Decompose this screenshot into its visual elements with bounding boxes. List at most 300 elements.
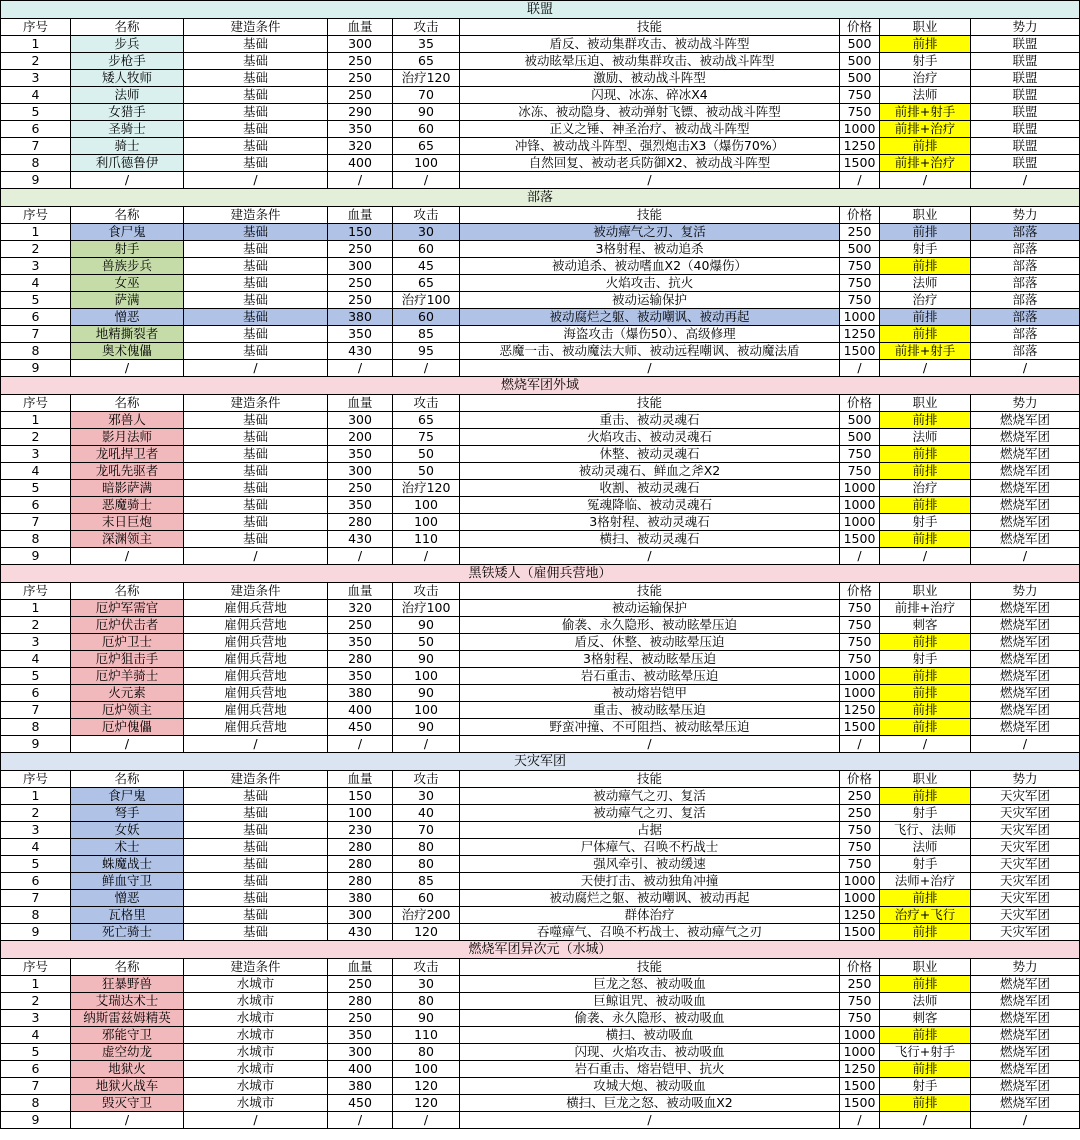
cell-price: 750 xyxy=(840,104,880,121)
cell-name: 暗影萨满 xyxy=(71,480,184,497)
cell-name: 毁灭守卫 xyxy=(71,1095,184,1112)
cell-price: 1000 xyxy=(840,668,880,685)
cell-price: / xyxy=(840,736,880,753)
cell-price: 1250 xyxy=(840,907,880,924)
cell-build-condition: 基础 xyxy=(184,873,328,890)
cell-name: 地精撕裂者 xyxy=(71,326,184,343)
cell-role: 法师 xyxy=(880,87,971,104)
cell-price: / xyxy=(840,1112,880,1129)
cell-role: 前排 xyxy=(880,668,971,685)
cell-faction: 燃烧军团 xyxy=(971,412,1080,429)
cell-index: 8 xyxy=(0,343,71,360)
cell-faction: / xyxy=(971,548,1080,565)
cell-role: 前排+射手 xyxy=(880,343,971,360)
cell-role: 前排 xyxy=(880,1061,971,1078)
cell-skills: 被动熔岩铠甲 xyxy=(460,685,840,702)
header-row xyxy=(0,19,1080,36)
cell-hp: 350 xyxy=(328,326,393,343)
cell-index: 1 xyxy=(0,224,71,241)
cell-skills: 重击、被动灵魂石 xyxy=(460,412,840,429)
header-price: 价格 xyxy=(840,959,880,976)
cell-name: 厄炉傀儡 xyxy=(71,719,184,736)
cell-name: 食尸鬼 xyxy=(71,224,184,241)
cell-hp: 200 xyxy=(328,429,393,446)
table-row xyxy=(0,104,1080,121)
cell-build-condition: 基础 xyxy=(184,292,328,309)
cell-hp: 350 xyxy=(328,121,393,138)
cell-attack: 110 xyxy=(393,1027,460,1044)
cell-index: 9 xyxy=(0,548,71,565)
header-row xyxy=(0,395,1080,412)
cell-faction: 天灾军团 xyxy=(971,856,1080,873)
cell-skills: 冤魂降临、被动灵魂石 xyxy=(460,497,840,514)
cell-faction: 燃烧军团 xyxy=(971,600,1080,617)
cell-build-condition: 基础 xyxy=(184,839,328,856)
cell-skills: 盾反、休整、被动眩晕压迫 xyxy=(460,634,840,651)
cell-hp: 430 xyxy=(328,924,393,941)
cell-index: 5 xyxy=(0,856,71,873)
cell-name: 火元素 xyxy=(71,685,184,702)
cell-hp: 280 xyxy=(328,839,393,856)
cell-price: 500 xyxy=(840,241,880,258)
cell-attack: 50 xyxy=(393,463,460,480)
cell-price: 500 xyxy=(840,36,880,53)
cell-role: 法师 xyxy=(880,275,971,292)
cell-price: 750 xyxy=(840,617,880,634)
cell-index: 3 xyxy=(0,634,71,651)
header-skills: 技能 xyxy=(460,207,840,224)
cell-role: 前排 xyxy=(880,890,971,907)
cell-index: 3 xyxy=(0,258,71,275)
header-price: 价格 xyxy=(840,583,880,600)
cell-price: 1000 xyxy=(840,514,880,531)
cell-hp: 300 xyxy=(328,258,393,275)
cell-price: 750 xyxy=(840,292,880,309)
cell-role: 前排+治疗 xyxy=(880,155,971,172)
cell-index: 6 xyxy=(0,497,71,514)
cell-build-condition: 基础 xyxy=(184,514,328,531)
cell-faction: 部落 xyxy=(971,309,1080,326)
section-title: 燃烧军团外域 xyxy=(0,377,1080,395)
header-hp: 血量 xyxy=(328,19,393,36)
cell-price: 250 xyxy=(840,788,880,805)
cell-name: 鲜血守卫 xyxy=(71,873,184,890)
cell-index: 2 xyxy=(0,617,71,634)
header-index: 序号 xyxy=(0,395,71,412)
cell-attack: 60 xyxy=(393,309,460,326)
cell-name: 影月法师 xyxy=(71,429,184,446)
cell-faction: / xyxy=(971,172,1080,189)
cell-build-condition: 基础 xyxy=(184,258,328,275)
cell-role: 飞行+射手 xyxy=(880,1044,971,1061)
cell-price: 1500 xyxy=(840,924,880,941)
cell-attack: 35 xyxy=(393,36,460,53)
cell-faction: 燃烧军团 xyxy=(971,480,1080,497)
cell-attack: 治疗100 xyxy=(393,292,460,309)
cell-name: 圣骑士 xyxy=(71,121,184,138)
table-row xyxy=(0,788,1080,805)
cell-index: 6 xyxy=(0,121,71,138)
cell-price: 500 xyxy=(840,53,880,70)
cell-role: 前排+治疗 xyxy=(880,121,971,138)
cell-hp: 290 xyxy=(328,104,393,121)
cell-attack: 30 xyxy=(393,788,460,805)
table-row xyxy=(0,121,1080,138)
cell-name: 骑士 xyxy=(71,138,184,155)
table-row xyxy=(0,429,1080,446)
cell-skills: / xyxy=(460,172,840,189)
header-hp: 血量 xyxy=(328,959,393,976)
cell-hp: 400 xyxy=(328,1061,393,1078)
cell-index: 9 xyxy=(0,360,71,377)
header-name: 名称 xyxy=(71,19,184,36)
cell-index: 2 xyxy=(0,429,71,446)
cell-hp: 250 xyxy=(328,480,393,497)
cell-skills: 冰冻、被动隐身、被动弹射飞镖、被动战斗阵型 xyxy=(460,104,840,121)
cell-role: 前排 xyxy=(880,685,971,702)
cell-attack: / xyxy=(393,172,460,189)
cell-attack: 100 xyxy=(393,497,460,514)
cell-build-condition: 基础 xyxy=(184,856,328,873)
cell-hp: 250 xyxy=(328,241,393,258)
cell-attack: 65 xyxy=(393,275,460,292)
cell-build-condition: 基础 xyxy=(184,70,328,87)
cell-skills: 被动灵魂石、鲜血之斧X2 xyxy=(460,463,840,480)
cell-role: 射手 xyxy=(880,1078,971,1095)
cell-attack: 65 xyxy=(393,138,460,155)
cell-build-condition: 基础 xyxy=(184,275,328,292)
cell-skills: 强风牵引、被动缓速 xyxy=(460,856,840,873)
cell-skills: 被动腐烂之躯、被动嘲讽、被动再起 xyxy=(460,890,840,907)
cell-hp: 250 xyxy=(328,1010,393,1027)
cell-attack: 70 xyxy=(393,822,460,839)
cell-attack: 80 xyxy=(393,1044,460,1061)
table-row xyxy=(0,514,1080,531)
cell-name: 厄炉卫士 xyxy=(71,634,184,651)
cell-skills: 闪现、火焰攻击、被动吸血 xyxy=(460,1044,840,1061)
cell-hp: / xyxy=(328,360,393,377)
cell-skills: 横扫、巨龙之怒、被动吸血X2 xyxy=(460,1095,840,1112)
cell-faction: 燃烧军团 xyxy=(971,702,1080,719)
cell-faction: 联盟 xyxy=(971,87,1080,104)
cell-price: 1250 xyxy=(840,326,880,343)
header-skills: 技能 xyxy=(460,19,840,36)
cell-name: 邪兽人 xyxy=(71,412,184,429)
header-faction: 势力 xyxy=(971,395,1080,412)
cell-faction: 联盟 xyxy=(971,121,1080,138)
cell-hp: 280 xyxy=(328,651,393,668)
cell-hp: 250 xyxy=(328,53,393,70)
cell-role: 治疗 xyxy=(880,480,971,497)
cell-name: 末日巨炮 xyxy=(71,514,184,531)
cell-build-condition: 雇佣兵营地 xyxy=(184,685,328,702)
cell-build-condition: 基础 xyxy=(184,309,328,326)
table-row xyxy=(0,480,1080,497)
header-skills: 技能 xyxy=(460,395,840,412)
cell-build-condition: 基础 xyxy=(184,138,328,155)
cell-index: 2 xyxy=(0,241,71,258)
cell-build-condition: 基础 xyxy=(184,121,328,138)
cell-index: 9 xyxy=(0,1112,71,1129)
cell-index: 6 xyxy=(0,685,71,702)
cell-skills: 被动腐烂之躯、被动嘲讽、被动再起 xyxy=(460,309,840,326)
header-attack: 攻击 xyxy=(393,395,460,412)
cell-price: 1500 xyxy=(840,719,880,736)
header-faction: 势力 xyxy=(971,583,1080,600)
cell-attack: 80 xyxy=(393,856,460,873)
cell-price: 750 xyxy=(840,446,880,463)
cell-build-condition: 雇佣兵营地 xyxy=(184,702,328,719)
cell-hp: 450 xyxy=(328,719,393,736)
cell-attack: 90 xyxy=(393,651,460,668)
cell-hp: 230 xyxy=(328,822,393,839)
table-row xyxy=(0,1112,1080,1129)
cell-faction: 天灾军团 xyxy=(971,890,1080,907)
header-role: 职业 xyxy=(880,771,971,788)
cell-index: 9 xyxy=(0,172,71,189)
cell-price: 750 xyxy=(840,856,880,873)
cell-attack: 30 xyxy=(393,224,460,241)
cell-attack: 85 xyxy=(393,873,460,890)
cell-role: 前排 xyxy=(880,976,971,993)
cell-skills: 横扫、被动灵魂石 xyxy=(460,531,840,548)
cell-role: 治疗+飞行 xyxy=(880,907,971,924)
cell-hp: / xyxy=(328,736,393,753)
header-role: 职业 xyxy=(880,959,971,976)
cell-hp: 280 xyxy=(328,856,393,873)
cell-build-condition: 基础 xyxy=(184,446,328,463)
table-row xyxy=(0,856,1080,873)
cell-hp: 350 xyxy=(328,497,393,514)
header-skills: 技能 xyxy=(460,771,840,788)
cell-hp: 280 xyxy=(328,873,393,890)
table-row xyxy=(0,36,1080,53)
cell-skills: 占据 xyxy=(460,822,840,839)
cell-faction: 燃烧军团 xyxy=(971,651,1080,668)
header-row xyxy=(0,959,1080,976)
cell-attack: 80 xyxy=(393,839,460,856)
cell-name: 女妖 xyxy=(71,822,184,839)
cell-faction: 燃烧军团 xyxy=(971,617,1080,634)
cell-faction: / xyxy=(971,360,1080,377)
cell-name: 萨满 xyxy=(71,292,184,309)
cell-build-condition: 雇佣兵营地 xyxy=(184,634,328,651)
cell-faction: 燃烧军团 xyxy=(971,446,1080,463)
header-row xyxy=(0,583,1080,600)
cell-faction: 部落 xyxy=(971,292,1080,309)
cell-build-condition: / xyxy=(184,548,328,565)
cell-build-condition: / xyxy=(184,1112,328,1129)
cell-hp: / xyxy=(328,548,393,565)
header-name: 名称 xyxy=(71,771,184,788)
cell-role: 前排 xyxy=(880,702,971,719)
header-build-condition: 建造条件 xyxy=(184,19,328,36)
cell-index: 4 xyxy=(0,87,71,104)
cell-name: 法师 xyxy=(71,87,184,104)
cell-build-condition: 基础 xyxy=(184,224,328,241)
cell-attack: 70 xyxy=(393,87,460,104)
cell-skills: 正义之锤、神圣治疗、被动战斗阵型 xyxy=(460,121,840,138)
cell-index: 1 xyxy=(0,36,71,53)
cell-index: 7 xyxy=(0,1078,71,1095)
cell-hp: 450 xyxy=(328,1095,393,1112)
cell-name: 死亡骑士 xyxy=(71,924,184,941)
header-name: 名称 xyxy=(71,583,184,600)
cell-index: 6 xyxy=(0,309,71,326)
cell-skills: 自然回复、被动老兵防御X2、被动战斗阵型 xyxy=(460,155,840,172)
table-row xyxy=(0,805,1080,822)
table-row xyxy=(0,668,1080,685)
cell-faction: 天灾军团 xyxy=(971,924,1080,941)
cell-price: 1250 xyxy=(840,702,880,719)
header-name: 名称 xyxy=(71,395,184,412)
cell-name: 瓦格里 xyxy=(71,907,184,924)
cell-price: 750 xyxy=(840,822,880,839)
table-row xyxy=(0,600,1080,617)
cell-price: 250 xyxy=(840,224,880,241)
cell-role: 前排 xyxy=(880,719,971,736)
cell-index: 5 xyxy=(0,480,71,497)
header-skills: 技能 xyxy=(460,583,840,600)
cell-build-condition: 基础 xyxy=(184,429,328,446)
cell-role: / xyxy=(880,1112,971,1129)
table-row xyxy=(0,736,1080,753)
table-row xyxy=(0,360,1080,377)
cell-index: 5 xyxy=(0,104,71,121)
header-hp: 血量 xyxy=(328,207,393,224)
header-hp: 血量 xyxy=(328,583,393,600)
cell-index: 5 xyxy=(0,668,71,685)
cell-role: / xyxy=(880,360,971,377)
cell-attack: 75 xyxy=(393,429,460,446)
cell-attack: / xyxy=(393,360,460,377)
cell-role: 射手 xyxy=(880,53,971,70)
cell-price: 1250 xyxy=(840,138,880,155)
cell-name: / xyxy=(71,1112,184,1129)
cell-name: 深渊领主 xyxy=(71,531,184,548)
cell-attack: 85 xyxy=(393,326,460,343)
cell-skills: 3格射程、被动追杀 xyxy=(460,241,840,258)
cell-index: 4 xyxy=(0,839,71,856)
cell-role: 前排 xyxy=(880,634,971,651)
cell-skills: 火焰攻击、被动灵魂石 xyxy=(460,429,840,446)
cell-role: 前排 xyxy=(880,36,971,53)
cell-index: 1 xyxy=(0,976,71,993)
header-name: 名称 xyxy=(71,959,184,976)
cell-build-condition: 水城市 xyxy=(184,976,328,993)
cell-build-condition: 基础 xyxy=(184,343,328,360)
cell-price: 1000 xyxy=(840,1044,880,1061)
cell-skills: 尸体瘴气、召唤不朽战士 xyxy=(460,839,840,856)
cell-price: 1500 xyxy=(840,343,880,360)
header-index: 序号 xyxy=(0,583,71,600)
cell-name: 食尸鬼 xyxy=(71,788,184,805)
cell-index: 8 xyxy=(0,1095,71,1112)
cell-price: 750 xyxy=(840,258,880,275)
cell-role: 射手 xyxy=(880,651,971,668)
header-price: 价格 xyxy=(840,771,880,788)
cell-faction: 燃烧军团 xyxy=(971,497,1080,514)
cell-faction: 燃烧军团 xyxy=(971,668,1080,685)
cell-faction: 联盟 xyxy=(971,53,1080,70)
cell-price: 1500 xyxy=(840,1095,880,1112)
table-row xyxy=(0,976,1080,993)
cell-attack: 65 xyxy=(393,412,460,429)
cell-attack: 30 xyxy=(393,976,460,993)
cell-name: 地狱火 xyxy=(71,1061,184,1078)
cell-faction: 燃烧军团 xyxy=(971,429,1080,446)
cell-role: / xyxy=(880,172,971,189)
cell-price: / xyxy=(840,548,880,565)
cell-skills: 3格射程、被动灵魂石 xyxy=(460,514,840,531)
cell-hp: 380 xyxy=(328,1078,393,1095)
cell-faction: 联盟 xyxy=(971,104,1080,121)
header-build-condition: 建造条件 xyxy=(184,207,328,224)
cell-attack: 90 xyxy=(393,104,460,121)
cell-faction: 联盟 xyxy=(971,70,1080,87)
cell-hp: 430 xyxy=(328,343,393,360)
cell-faction: 燃烧军团 xyxy=(971,719,1080,736)
cell-index: 7 xyxy=(0,326,71,343)
section-title: 天灾军团 xyxy=(0,753,1080,771)
cell-name: 术士 xyxy=(71,839,184,856)
cell-attack: 45 xyxy=(393,258,460,275)
cell-role: 前排 xyxy=(880,924,971,941)
table-row xyxy=(0,292,1080,309)
cell-index: 6 xyxy=(0,1061,71,1078)
cell-price: 750 xyxy=(840,275,880,292)
cell-faction: 联盟 xyxy=(971,36,1080,53)
cell-role: / xyxy=(880,736,971,753)
cell-index: 4 xyxy=(0,275,71,292)
cell-skills: 被动追杀、被动嗜血X2（40爆伤） xyxy=(460,258,840,275)
cell-price: 750 xyxy=(840,634,880,651)
cell-faction: 燃烧军团 xyxy=(971,1027,1080,1044)
cell-name: 纳斯雷兹姆精英 xyxy=(71,1010,184,1027)
section-title: 联盟 xyxy=(0,0,1080,19)
cell-attack: / xyxy=(393,548,460,565)
cell-skills: 天使打击、被动独角冲撞 xyxy=(460,873,840,890)
table-row xyxy=(0,531,1080,548)
cell-name: 憎恶 xyxy=(71,309,184,326)
header-attack: 攻击 xyxy=(393,771,460,788)
table-row xyxy=(0,87,1080,104)
cell-build-condition: 基础 xyxy=(184,36,328,53)
table-row xyxy=(0,907,1080,924)
cell-role: 法师 xyxy=(880,839,971,856)
table-row xyxy=(0,548,1080,565)
cell-role: 刺客 xyxy=(880,617,971,634)
header-build-condition: 建造条件 xyxy=(184,771,328,788)
cell-name: 射手 xyxy=(71,241,184,258)
cell-role: 法师 xyxy=(880,429,971,446)
section-title: 燃烧军团异次元（水城） xyxy=(0,941,1080,959)
cell-build-condition: 基础 xyxy=(184,531,328,548)
cell-role: 前排 xyxy=(880,788,971,805)
cell-hp: 320 xyxy=(328,600,393,617)
cell-faction: 燃烧军团 xyxy=(971,531,1080,548)
cell-role: 前排 xyxy=(880,309,971,326)
cell-name: 龙吼先驱者 xyxy=(71,463,184,480)
cell-index: 3 xyxy=(0,1010,71,1027)
cell-attack: 100 xyxy=(393,155,460,172)
cell-name: / xyxy=(71,736,184,753)
cell-faction: 部落 xyxy=(971,343,1080,360)
cell-faction: 部落 xyxy=(971,275,1080,292)
cell-role: 前排 xyxy=(880,446,971,463)
cell-name: 蛛魔战士 xyxy=(71,856,184,873)
cell-index: 3 xyxy=(0,446,71,463)
